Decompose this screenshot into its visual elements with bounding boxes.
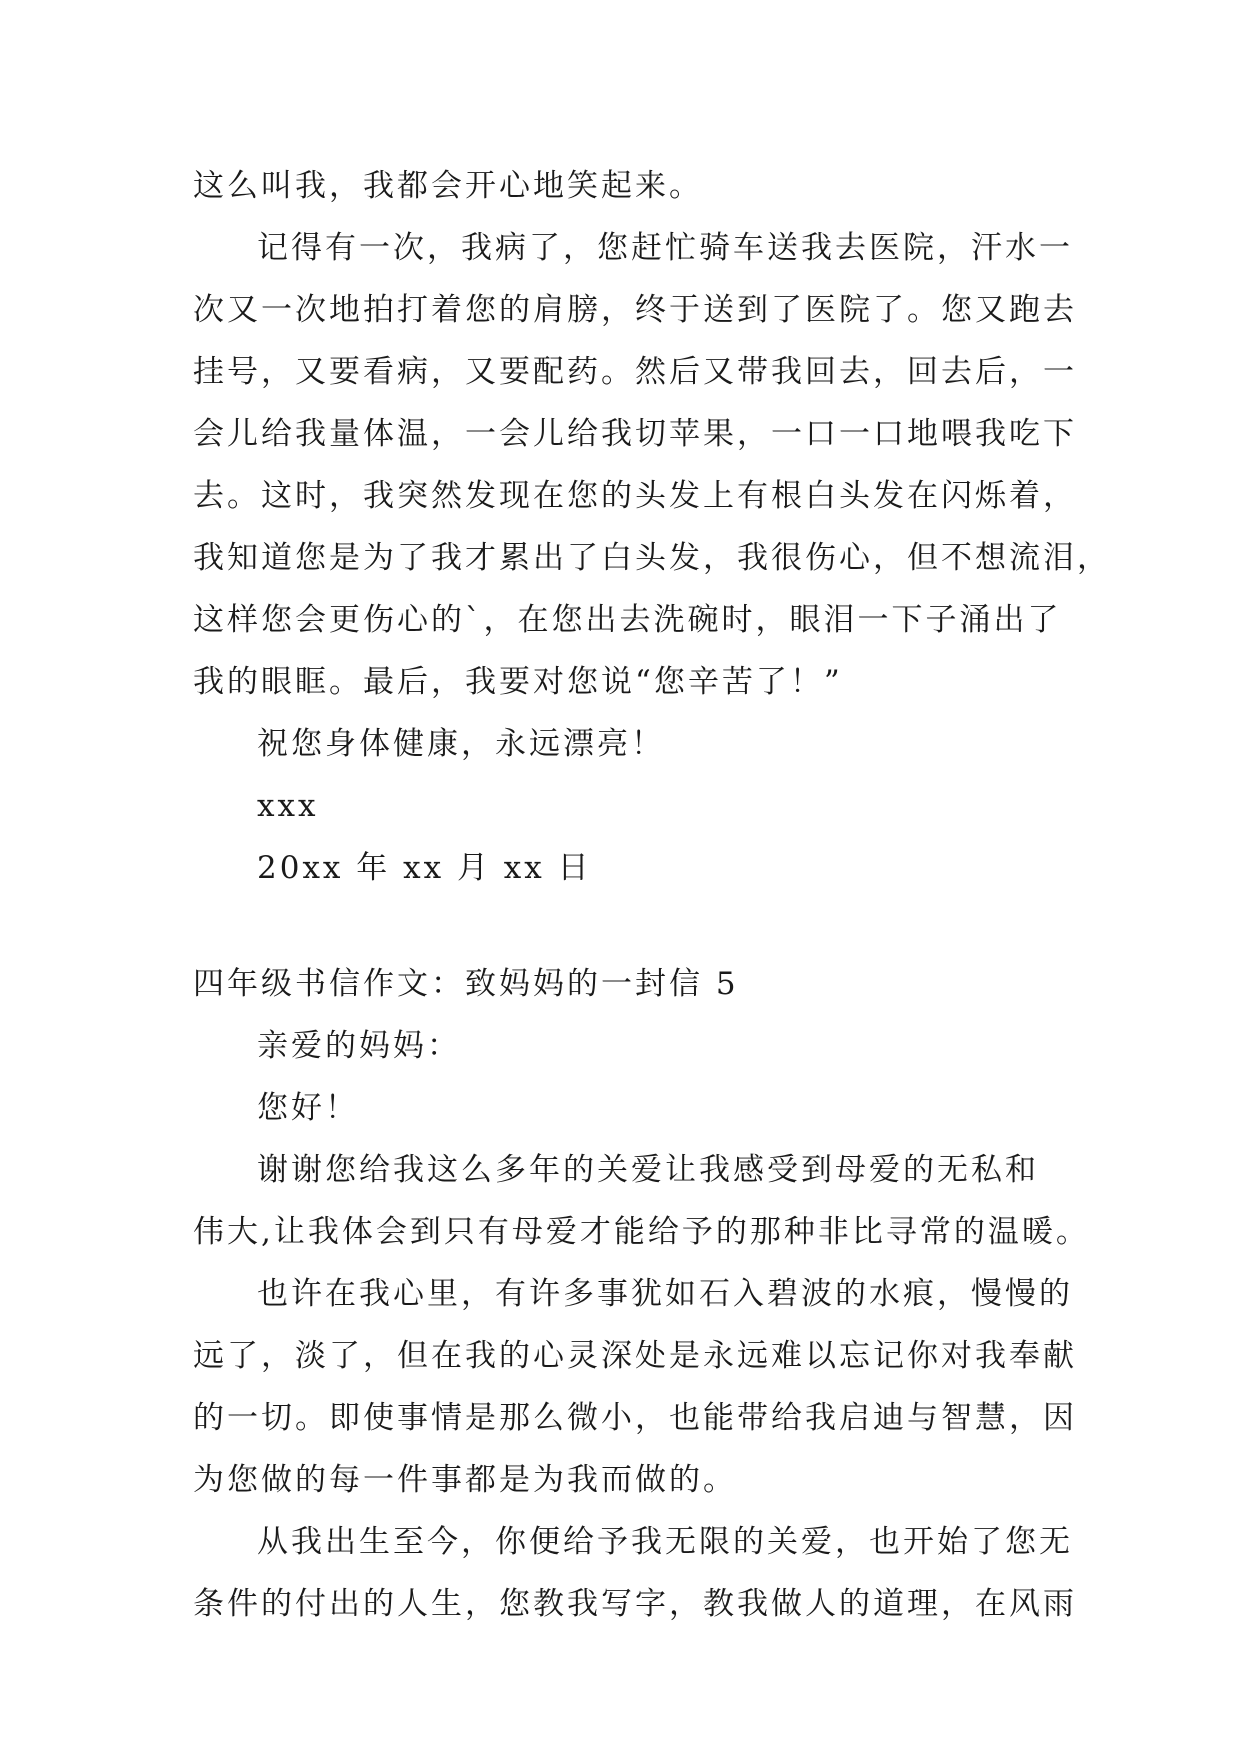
paragraph-start-line: 也许在我心里，有许多事犹如石入碧波的水痕，慢慢的 [257,1276,1073,1312]
paragraph-start-line: 谢谢您给我这么多年的关爱让我感受到母爱的无私和 [257,1152,1039,1188]
body-line: 伟大,让我体会到只有母爱才能给予的那种非比寻常的温暖。 [193,1214,1090,1250]
body-line: 去。这时，我突然发现在您的头发上有根白头发在闪烁着， [193,478,1077,514]
body-line: 远了，淡了，但在我的心灵深处是永远难以忘记你对我奉献 [193,1338,1077,1374]
section-title: 四年级书信作文：致妈妈的一封信 5 [193,966,739,1002]
body-line: 这么叫我，我都会开心地笑起来。 [193,168,703,204]
section-gap [193,899,1073,953]
letter-salutation: 亲爱的妈妈： [257,1028,461,1064]
paragraph-start-line: 从我出生至今，你便给予我无限的关爱，也开始了您无 [257,1524,1073,1560]
body-line: 我的眼眶。最后，我要对您说“您辛苦了！” [193,664,843,700]
letter-date: 20xx 年 xx 月 xx 日 [257,850,592,886]
body-line: 为您做的每一件事都是为我而做的。 [193,1462,737,1498]
body-line: 这样您会更伤心的`，在您出去洗碗时，眼泪一下子涌出了 [193,602,1062,638]
letter-signature: xxx [257,788,319,824]
document-body [193,155,1111,1635]
paragraph-start-line: 记得有一次，我病了，您赶忙骑车送我去医院，汗水一 [257,230,1073,266]
body-line: 条件的付出的人生，您教我写字，教我做人的道理，在风雨 [193,1586,1077,1622]
body-line: 我知道您是为了我才累出了白头发，我很伤心，但不想流泪， [193,540,1111,576]
body-line: 挂号，又要看病，又要配药。然后又带我回去，回去后，一 [193,354,1077,390]
body-line: 会儿给我量体温，一会儿给我切苹果，一口一口地喂我吃下 [193,416,1077,452]
letter-greeting: 您好！ [257,1090,359,1126]
body-line: 次又一次地拍打着您的肩膀，终于送到了医院了。您又跑去 [193,292,1077,328]
letter-closing: 祝您身体健康，永远漂亮！ [257,726,665,762]
body-line: 的一切。即使事情是那么微小，也能带给我启迪与智慧，因 [193,1400,1077,1436]
